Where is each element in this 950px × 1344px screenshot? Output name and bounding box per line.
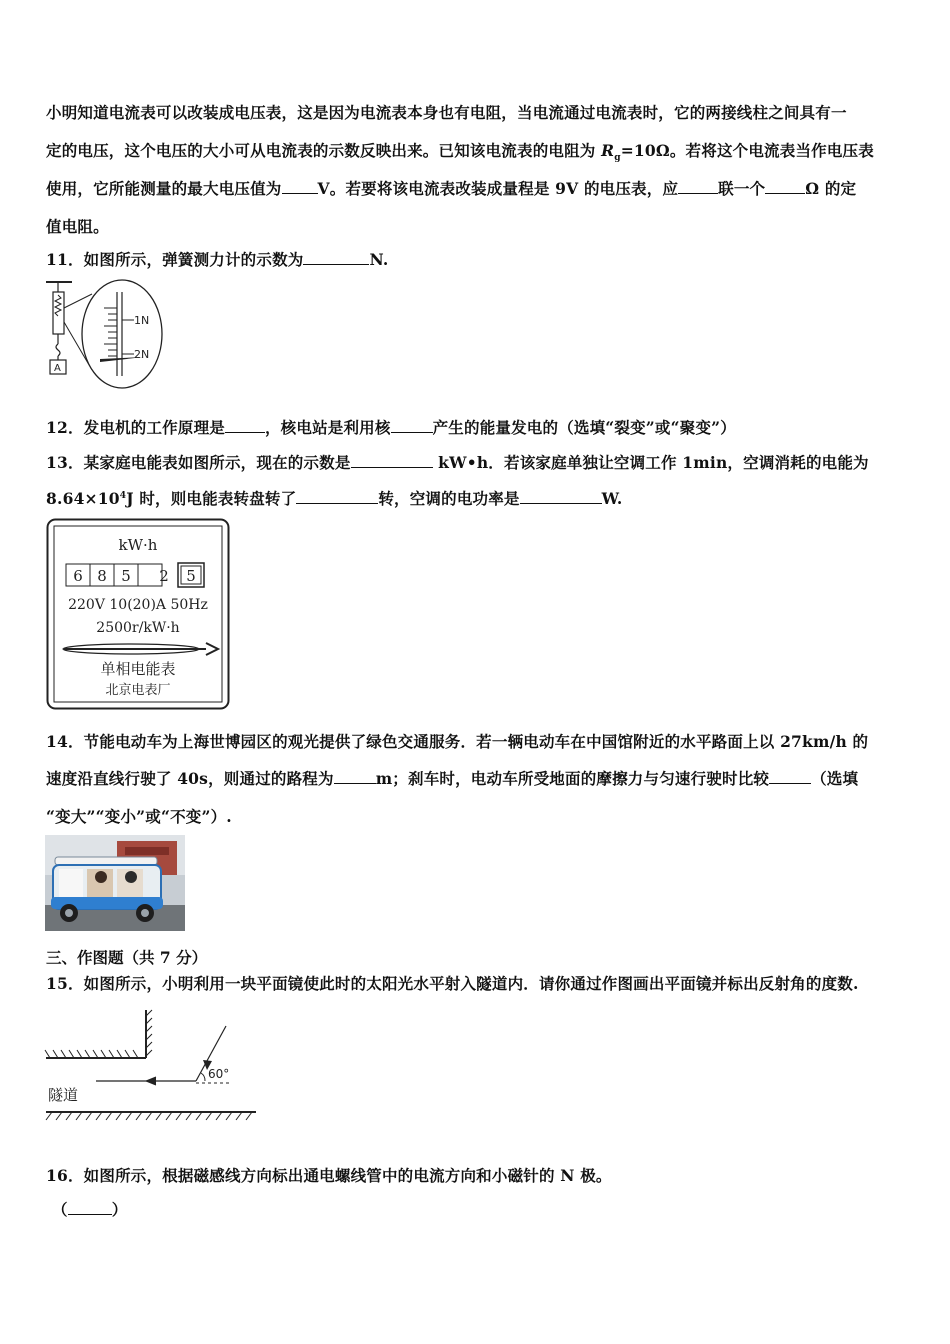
intro-line-3-a: 使用，它所能测量的最大电压值为 xyxy=(46,179,282,198)
q13-line2-c: 转，空调的电功率是 xyxy=(378,489,520,508)
meter-digit-decimal: 5 xyxy=(186,567,196,585)
answer-blank[interactable] xyxy=(68,1200,112,1215)
meter-digit: 6 xyxy=(73,567,83,585)
electric-car-photo xyxy=(45,835,185,931)
answer-blank[interactable] xyxy=(282,179,318,194)
question-12 xyxy=(46,416,736,438)
weight-label: A xyxy=(54,363,61,374)
answer-blank[interactable] xyxy=(225,418,265,433)
question-15: 15．如图所示，小明利用一块平面镜使此时的太阳光水平射入隧道内．请你通过作图画出平面镜并标出反射角的度数. xyxy=(46,974,859,993)
tunnel-label: 隧道 xyxy=(48,1086,79,1104)
intro-line-2-text: 定的电压，这个电压的大小可从电流表的示数反映出来。已知该电流表的电阻为 xyxy=(46,141,602,160)
answer-blank[interactable] xyxy=(351,453,433,468)
scale-label-2n: 2N xyxy=(134,348,150,361)
angle-label: 60° xyxy=(208,1067,230,1081)
q11-unit: N. xyxy=(369,250,389,269)
tunnel-diagram xyxy=(44,1008,259,1130)
electric-meter-figure xyxy=(46,518,230,710)
intro-line-1: 小明知道电流表可以改装成电压表，这是因为电流表本身也有电阻，当电流通过电流表时，它的两接线柱之间具有一 xyxy=(46,103,847,122)
intro-line-3-c: 联一个 xyxy=(718,179,766,198)
meter-digit: 5 xyxy=(121,567,131,585)
meter-maker: 北京电表厂 xyxy=(105,683,171,698)
meter-revolutions: 2500r/kW·h xyxy=(96,620,180,636)
meter-digit: 2 xyxy=(159,567,169,585)
q11-text: 11．如图所示，弹簧测力计的示数为 xyxy=(46,250,304,269)
paren-close: ） xyxy=(111,1200,128,1219)
intro-line-3-b: V。若要将该电流表改装成量程是 9V 的电压表，应 xyxy=(317,179,679,198)
q14-line2-c: （选填 xyxy=(811,769,859,788)
q14-line2-a: 速度沿直线行驶了 40s，则通过的路程为 xyxy=(46,769,334,788)
meter-spec: 220V 10(20)A 50Hz xyxy=(68,597,208,613)
question-16-answer xyxy=(52,1198,127,1220)
answer-blank[interactable] xyxy=(678,179,718,194)
q13-line2-a: 8.64×10 xyxy=(46,489,120,508)
meter-name: 单相电能表 xyxy=(100,660,176,678)
question-13 xyxy=(46,451,869,473)
resistance-symbol: R xyxy=(601,141,615,160)
exponent: 4 xyxy=(119,490,127,501)
q12-text-c: 产生的能量发电的（选填“裂变”或“聚变”） xyxy=(432,418,736,437)
arrow-left-icon xyxy=(146,1077,156,1085)
answer-blank[interactable] xyxy=(334,769,376,784)
question-13-line-2 xyxy=(46,487,622,509)
hook-icon xyxy=(56,344,60,356)
q13-line2-b: J 时，则电能表转盘转了 xyxy=(126,489,297,508)
intro-line-3-d: Ω 的定 xyxy=(805,179,857,198)
intro-line-2 xyxy=(46,139,874,163)
section-title: 三、作图题（共 7 分） xyxy=(46,948,208,967)
q14-line2-b: m；刹车时，电动车所受地面的摩擦力与匀速行驶时比较 xyxy=(375,769,770,788)
scale-label-1n: 1N xyxy=(134,314,150,327)
answer-blank[interactable] xyxy=(391,418,433,433)
answer-blank[interactable] xyxy=(765,179,805,194)
answer-blank[interactable] xyxy=(520,489,602,504)
answer-blank[interactable] xyxy=(769,769,811,784)
resistance-subscript: g xyxy=(614,153,621,164)
paren-open: （ xyxy=(52,1200,68,1219)
intro-line-2-text-b: =10Ω。若将这个电流表当作电压表 xyxy=(620,141,874,160)
answer-blank[interactable] xyxy=(303,250,369,265)
question-11 xyxy=(46,248,388,270)
question-14-line-3: “变大”“变小”或“不变”）. xyxy=(46,807,232,826)
answer-blank[interactable] xyxy=(296,489,378,504)
question-14: 14．节能电动车为上海世博园区的观光提供了绿色交通服务．若一辆电动车在中国馆附近的水平路面上以 27km/h 的 xyxy=(46,732,869,751)
q13-line2-d: W. xyxy=(601,489,623,508)
question-16: 16．如图所示，根据磁感线方向标出通电螺线管中的电流方向和小磁针的 N 极。 xyxy=(46,1166,612,1185)
question-14-line-2 xyxy=(46,767,858,789)
intro-line-4: 值电阻。 xyxy=(46,217,109,236)
meter-digit: 8 xyxy=(97,567,107,585)
q13-text-a: 13．某家庭电能表如图所示，现在的示数是 xyxy=(46,453,351,472)
q13-text-b: kW•h．若该家庭单独让空调工作 1min，空调消耗的电能为 xyxy=(432,453,869,472)
q12-text-b: ，核电站是利用核 xyxy=(264,418,391,437)
q12-text-a: 12．发电机的工作原理是 xyxy=(46,418,225,437)
intro-line-3 xyxy=(46,177,856,199)
spring-scale-figure xyxy=(44,278,174,393)
meter-unit: kW·h xyxy=(118,536,158,554)
